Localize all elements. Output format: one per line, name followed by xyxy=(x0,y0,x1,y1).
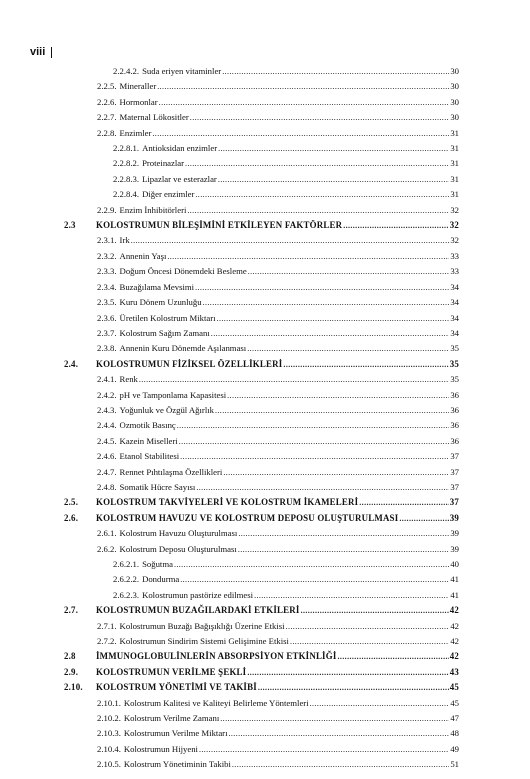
toc-entry-title: KOLOSTRUMUN VERİLME ŞEKLİ xyxy=(96,666,247,677)
toc-entry-title: Somatik Hücre Sayısı xyxy=(119,481,196,492)
toc-entry-number: 2.4.6. xyxy=(97,451,117,462)
toc-entry-number: 2.4.7. xyxy=(97,466,117,477)
toc-entry[interactable] xyxy=(64,603,459,618)
toc-entry[interactable] xyxy=(64,311,459,326)
toc-entry-page: 31 xyxy=(450,173,459,184)
toc-leader-dots xyxy=(222,64,449,79)
toc-leader-dots xyxy=(254,588,449,603)
toc-entry-page: 31 xyxy=(450,189,459,200)
toc-entry-title: Üretilen Kolostrum Miktarı xyxy=(119,312,216,323)
toc-entry-number: 2.2.8.2. xyxy=(113,158,140,169)
toc-entry-page: 36 xyxy=(450,389,459,400)
toc-leader-dots xyxy=(179,434,450,449)
toc-leader-dots xyxy=(223,465,449,480)
toc-entry-page: 34 xyxy=(450,281,459,292)
toc-entry-number: 2.8 xyxy=(64,651,76,662)
toc-entry-title: Dondurma xyxy=(142,574,180,585)
toc-entry-page: 30 xyxy=(450,96,459,107)
toc-entry-number: 2.2.8.4. xyxy=(113,189,140,200)
toc-entry[interactable] xyxy=(64,757,459,772)
toc-entry[interactable] xyxy=(64,742,459,757)
toc-leader-dots xyxy=(195,187,449,202)
toc-entry-page: 35 xyxy=(450,343,459,354)
toc-leader-dots xyxy=(174,557,449,572)
toc-entry-page: 30 xyxy=(450,81,459,92)
toc-leader-dots xyxy=(238,542,449,557)
toc-entry-number: 2.3.8. xyxy=(97,343,117,354)
toc-leader-dots xyxy=(359,495,448,510)
toc-entry-title: Diğer enzimler xyxy=(142,189,195,200)
toc-entry[interactable] xyxy=(64,388,459,403)
toc-leader-dots xyxy=(217,311,450,326)
toc-entry[interactable] xyxy=(64,665,459,680)
toc-entry-page: 41 xyxy=(450,589,459,600)
toc-entry-title: Lipazlar ve esterazlar xyxy=(142,173,217,184)
toc-entry[interactable] xyxy=(64,218,459,233)
toc-leader-dots xyxy=(220,711,449,726)
toc-entry-page: 51 xyxy=(450,759,459,770)
toc-entry-page: 32 xyxy=(450,235,459,246)
toc-entry-number: 2.10. xyxy=(64,682,83,693)
toc-entry-number: 2.4.8. xyxy=(97,481,117,492)
toc-entry-number: 2.10.2. xyxy=(97,713,121,724)
toc-entry-number: 2.3.2. xyxy=(97,250,117,261)
toc-entry-page: 35 xyxy=(449,358,459,369)
toc-entry-page: 40 xyxy=(450,559,459,569)
toc-entry-page: 42 xyxy=(449,605,459,616)
toc-entry[interactable] xyxy=(64,64,459,79)
toc-entry-number: 2.2.4.2. xyxy=(113,66,140,76)
toc-entry-title: Kolostrum Deposu Oluşturulması xyxy=(119,543,237,554)
toc-entry-title: Kuru Dönem Uzunluğu xyxy=(119,297,202,308)
toc-leader-dots xyxy=(196,480,449,495)
toc-entry[interactable] xyxy=(64,465,459,480)
toc-entry[interactable] xyxy=(64,79,459,94)
toc-entry[interactable] xyxy=(64,326,459,341)
toc-entry-title: KOLOSTRUMUN FİZİKSEL ÖZELLİKLERİ xyxy=(96,358,283,369)
toc-entry-number: 2.7.2. xyxy=(97,636,117,647)
toc-leader-dots xyxy=(301,603,449,618)
toc-entry-number: 2.6.2.2. xyxy=(113,574,140,585)
toc-entry[interactable] xyxy=(64,619,459,634)
toc-leader-dots xyxy=(187,203,449,218)
toc-entry-title: Enzim İnhibitörleri xyxy=(119,204,187,215)
toc-entry-number: 2.7. xyxy=(64,605,79,616)
toc-entry-title: Annenin Kuru Dönemde Aşılanması xyxy=(119,343,247,354)
toc-entry-page: 39 xyxy=(449,512,459,523)
toc-entry-number: 2.6.2. xyxy=(97,543,117,554)
toc-entry-page: 37 xyxy=(449,497,459,508)
toc-entry-page: 34 xyxy=(450,327,459,338)
toc-leader-dots xyxy=(286,619,450,634)
toc-leader-dots xyxy=(283,357,448,372)
toc-entry-title: Doğum Öncesi Dönemdeki Besleme xyxy=(119,266,247,277)
toc-leader-dots xyxy=(180,449,449,464)
toc-entry-title: Suda eriyen vitaminler xyxy=(142,66,222,76)
toc-entry-number: 2.10.3. xyxy=(97,728,121,739)
header-divider xyxy=(51,47,52,58)
toc-entry[interactable] xyxy=(64,480,459,495)
toc-entry-title: Kolostrumun Sindirim Sistemi Gelişimine Etkisi xyxy=(119,636,289,647)
toc-entry-title: Buzağılama Mevsimi xyxy=(119,281,195,292)
toc-entry-title: İMMUNOGLOBULİNLERİN ABSORPSİYON ETKİNLİĞİ xyxy=(96,651,337,662)
toc-entry-title: Maternal Lökositler xyxy=(119,112,189,123)
toc-leader-dots xyxy=(159,95,450,110)
toc-leader-dots xyxy=(247,341,449,356)
toc-entry[interactable] xyxy=(64,726,459,741)
toc-entry-number: 2.3.4. xyxy=(97,281,117,292)
table-of-contents xyxy=(64,64,459,773)
toc-entry-page: 32 xyxy=(449,220,459,231)
toc-leader-dots xyxy=(247,665,448,680)
toc-entry-title: Kolostrum Verilme Zamanı xyxy=(123,713,220,724)
toc-entry[interactable] xyxy=(64,403,459,418)
toc-entry[interactable] xyxy=(64,95,459,110)
toc-entry-page: 33 xyxy=(450,266,459,277)
page-header xyxy=(30,46,52,58)
toc-entry-number: 2.6.1. xyxy=(97,528,117,539)
toc-entry[interactable] xyxy=(64,357,459,372)
toc-entry-title: Kolostrumun pastörize edilmesi xyxy=(142,589,254,600)
toc-entry-number: 2.6. xyxy=(64,512,79,523)
toc-leader-dots xyxy=(227,388,449,403)
toc-entry[interactable] xyxy=(64,588,459,603)
toc-entry-number: 2.4.3. xyxy=(97,404,117,415)
toc-leader-dots xyxy=(229,726,450,741)
toc-entry-title: Kolostrumun Verilme Miktarı xyxy=(123,728,228,739)
toc-leader-dots xyxy=(399,511,448,526)
toc-leader-dots xyxy=(211,326,450,341)
toc-entry[interactable] xyxy=(64,280,459,295)
toc-entry-title: Proteinazlar xyxy=(142,158,185,169)
toc-leader-dots xyxy=(248,264,450,279)
toc-entry-page: 30 xyxy=(450,112,459,123)
toc-entry[interactable] xyxy=(64,203,459,218)
toc-entry-page: 32 xyxy=(450,204,459,215)
toc-entry[interactable] xyxy=(64,141,459,156)
toc-entry-number: 2.2.9. xyxy=(97,204,117,215)
toc-leader-dots xyxy=(343,218,449,233)
toc-entry-title: Kolostrum Yönetiminin Takibi xyxy=(123,759,231,770)
toc-entry[interactable] xyxy=(64,434,459,449)
toc-entry-page: 42 xyxy=(450,620,459,631)
toc-entry-title: KOLOSTRUM TAKVİYELERİ VE KOLOSTRUM İKAMELERİ xyxy=(96,497,359,508)
toc-entry[interactable] xyxy=(64,126,459,141)
toc-entry-number: 2.10.1. xyxy=(97,697,121,708)
toc-entry-number: 2.4.5. xyxy=(97,435,117,446)
toc-entry[interactable] xyxy=(64,233,459,248)
toc-entry-number: 2.6.2.3. xyxy=(113,589,140,600)
toc-leader-dots xyxy=(195,280,449,295)
toc-entry-title: Kolostrum Sağım Zamanı xyxy=(119,327,210,338)
toc-leader-dots xyxy=(310,696,450,711)
toc-entry-page: 31 xyxy=(450,158,459,169)
toc-entry-number: 2.10.5. xyxy=(97,759,121,770)
toc-entry-page: 39 xyxy=(450,543,459,554)
toc-entry-title: KOLOSTRUM HAVUZU VE KOLOSTRUM DEPOSU OLUŞTURULMASI xyxy=(96,512,399,523)
toc-entry-title: Antioksidan enzimler xyxy=(142,143,218,154)
toc-entry-title: Enzimler xyxy=(119,127,152,138)
toc-entry-page: 42 xyxy=(449,651,459,662)
toc-entry-page: 43 xyxy=(449,666,459,677)
toc-entry-number: 2.10.4. xyxy=(97,743,121,754)
toc-entry[interactable] xyxy=(64,557,459,572)
toc-entry-page: 33 xyxy=(450,250,459,261)
toc-leader-dots xyxy=(180,572,449,587)
toc-leader-dots xyxy=(232,757,449,772)
toc-entry-page: 42 xyxy=(450,636,459,647)
toc-entry[interactable] xyxy=(64,542,459,557)
toc-entry[interactable] xyxy=(64,526,459,541)
toc-entry[interactable] xyxy=(64,341,459,356)
toc-entry-number: 2.2.5. xyxy=(97,81,117,92)
toc-entry-number: 2.5. xyxy=(64,497,79,508)
toc-entry[interactable] xyxy=(64,696,459,711)
toc-entry-title: KOLOSTRUMUN BİLEŞİMİNİ ETKİLEYEN FAKTÖRLER xyxy=(96,220,343,231)
toc-entry-title: Ozmotik Basınç xyxy=(119,420,176,431)
toc-entry-page: 39 xyxy=(450,528,459,539)
toc-leader-dots xyxy=(157,79,449,94)
toc-leader-dots xyxy=(218,141,449,156)
toc-entry[interactable] xyxy=(64,187,459,202)
toc-entry[interactable] xyxy=(64,418,459,433)
toc-entry-title: Hormonlar xyxy=(119,96,158,107)
toc-entry-title: Renk xyxy=(119,374,138,385)
toc-entry-page: 49 xyxy=(450,743,459,754)
toc-entry-title: KOLOSTRUMUN BUZAĞILARDAKİ ETKİLERİ xyxy=(96,605,300,616)
toc-entry[interactable] xyxy=(64,264,459,279)
toc-entry-title: KOLOSTRUM YÖNETİMİ VE TAKİBİ xyxy=(96,682,257,693)
toc-entry[interactable] xyxy=(64,449,459,464)
toc-leader-dots xyxy=(152,126,449,141)
toc-leader-dots xyxy=(139,372,449,387)
toc-leader-dots xyxy=(190,110,450,125)
toc-entry-page: 31 xyxy=(450,143,459,154)
toc-entry-number: 2.2.8. xyxy=(97,127,117,138)
toc-entry-number: 2.2.7. xyxy=(97,112,117,123)
page-number: viii xyxy=(30,46,46,58)
toc-entry[interactable] xyxy=(64,295,459,310)
toc-leader-dots xyxy=(238,526,449,541)
toc-entry-number: 2.4.1. xyxy=(97,374,117,385)
toc-leader-dots xyxy=(337,649,448,664)
toc-leader-dots xyxy=(167,249,449,264)
toc-entry[interactable] xyxy=(64,156,459,171)
toc-entry-title: Etanol Stabilitesi xyxy=(119,451,180,462)
toc-entry-title: Kolostrum Kalitesi ve Kaliteyi Belirleme Yöntemleri xyxy=(123,697,309,708)
toc-entry-page: 47 xyxy=(450,713,459,724)
toc-entry-page: 31 xyxy=(450,127,459,138)
toc-entry-number: 2.3.5. xyxy=(97,297,117,308)
toc-entry-title: Annenin Yaşı xyxy=(119,250,167,261)
toc-leader-dots xyxy=(131,233,450,248)
toc-entry-title: Kazein Miselleri xyxy=(119,435,178,446)
toc-entry-title: Rennet Pıhtılaşma Özellikleri xyxy=(119,466,223,477)
toc-entry-page: 37 xyxy=(450,466,459,477)
toc-entry-page: 45 xyxy=(449,682,459,693)
toc-entry-page: 35 xyxy=(450,374,459,385)
toc-entry-page: 41 xyxy=(450,574,459,585)
toc-entry[interactable] xyxy=(64,172,459,187)
toc-leader-dots xyxy=(199,742,449,757)
toc-entry-page: 37 xyxy=(450,481,459,492)
toc-entry-number: 2.3.1. xyxy=(97,235,117,246)
toc-entry-title: Yoğunluk ve Özgül Ağırlık xyxy=(119,404,214,415)
toc-entry-number: 2.6.2.1. xyxy=(113,559,140,569)
toc-entry-number: 2.4.4. xyxy=(97,420,117,431)
toc-leader-dots xyxy=(218,172,449,187)
toc-entry-number: 2.4. xyxy=(64,358,79,369)
toc-entry-page: 48 xyxy=(450,728,459,739)
toc-entry-title: Kolostrumun Buzağı Bağışıklığı Üzerine Etkisi xyxy=(119,620,285,631)
toc-entry-page: 34 xyxy=(450,312,459,323)
toc-leader-dots xyxy=(215,403,449,418)
toc-entry[interactable] xyxy=(64,110,459,125)
toc-entry[interactable] xyxy=(64,249,459,264)
toc-entry-number: 2.3.3. xyxy=(97,266,117,277)
toc-entry-number: 2.9. xyxy=(64,666,79,677)
toc-leader-dots xyxy=(203,295,450,310)
toc-entry-title: Soğutma xyxy=(142,559,173,569)
toc-entry[interactable] xyxy=(64,572,459,587)
toc-entry-title: Irk xyxy=(119,235,130,246)
toc-entry-number: 2.2.8.3. xyxy=(113,173,140,184)
toc-entry-page: 45 xyxy=(450,697,459,708)
toc-entry-number: 2.3.7. xyxy=(97,327,117,338)
toc-entry-number: 2.2.8.1. xyxy=(113,143,140,154)
toc-entry[interactable] xyxy=(64,634,459,649)
toc-entry-page: 36 xyxy=(450,420,459,431)
toc-entry-page: 34 xyxy=(450,297,459,308)
toc-entry-title: Mineraller xyxy=(119,81,157,92)
toc-entry-title: Kolostrumun Hijyeni xyxy=(123,743,198,754)
toc-entry-page: 37 xyxy=(450,451,459,462)
toc-entry-number: 2.3 xyxy=(64,220,76,231)
toc-entry[interactable] xyxy=(64,711,459,726)
toc-entry-number: 2.3.6. xyxy=(97,312,117,323)
toc-leader-dots xyxy=(258,680,449,695)
toc-entry-page: 36 xyxy=(450,435,459,446)
toc-entry-page: 36 xyxy=(450,404,459,415)
toc-entry-number: 2.2.6. xyxy=(97,96,117,107)
toc-entry-number: 2.7.1. xyxy=(97,620,117,631)
toc-entry[interactable] xyxy=(64,372,459,387)
toc-entry[interactable] xyxy=(64,680,459,695)
toc-entry-page: 30 xyxy=(450,66,459,76)
toc-entry[interactable] xyxy=(64,511,459,526)
toc-entry[interactable] xyxy=(64,649,459,664)
toc-leader-dots xyxy=(177,418,450,433)
toc-leader-dots xyxy=(290,634,449,649)
toc-leader-dots xyxy=(185,156,449,171)
toc-entry-title: Kolostrum Havuzu Oluşturulması xyxy=(119,528,238,539)
toc-entry[interactable] xyxy=(64,495,459,510)
toc-entry-title: pH ve Tamponlama Kapasitesi xyxy=(119,389,227,400)
toc-entry-number: 2.4.2. xyxy=(97,389,117,400)
